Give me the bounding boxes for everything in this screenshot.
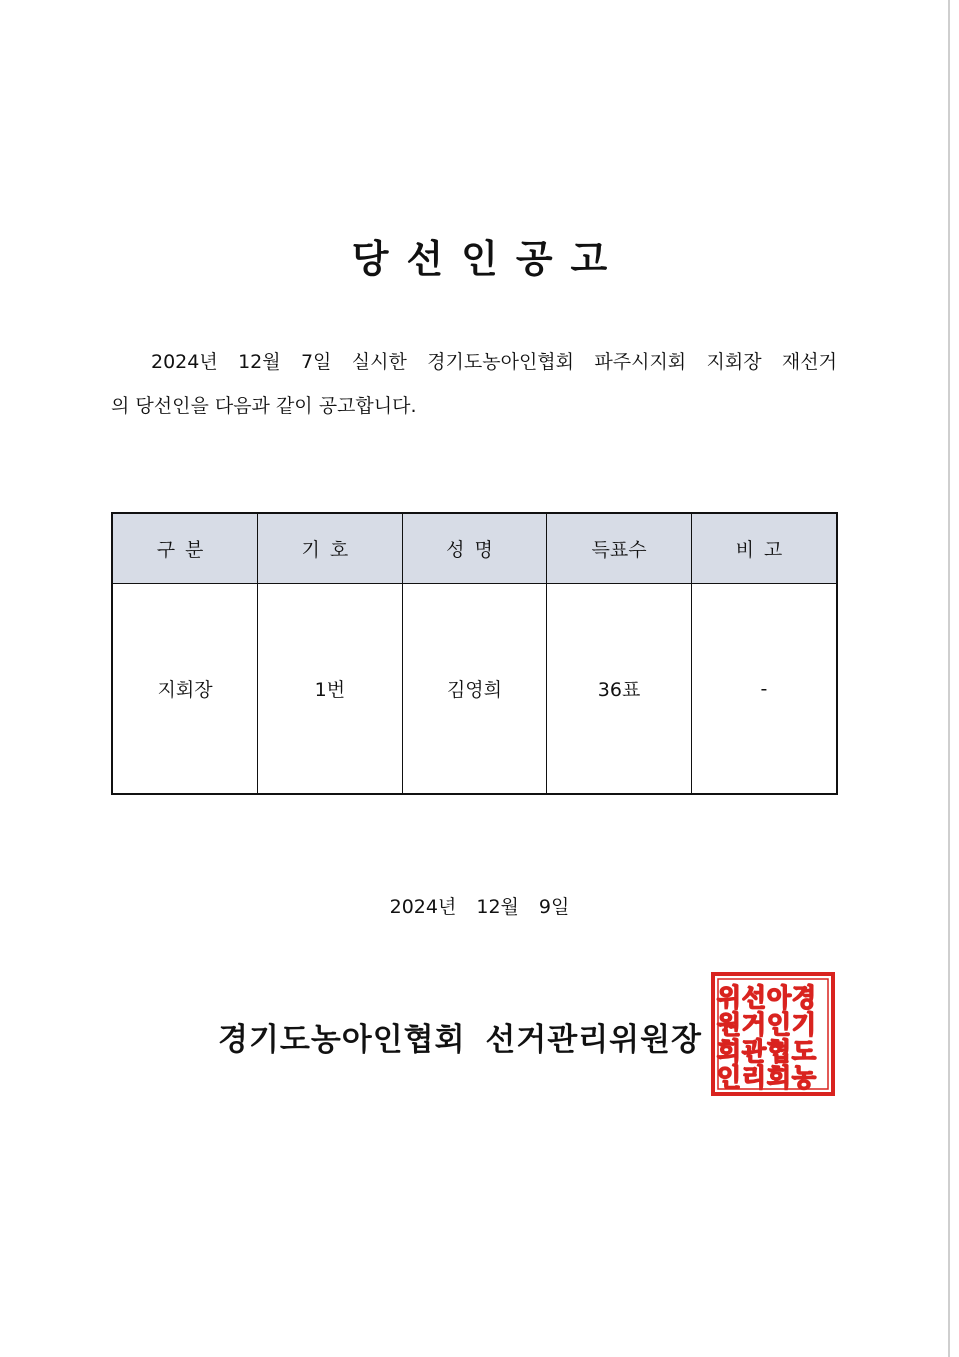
seal-character: 리: [741, 1063, 767, 1092]
cell-remarks: -: [691, 584, 837, 795]
seal-character: 선: [741, 983, 767, 1012]
official-seal-icon: [711, 972, 835, 1096]
notice-date: 2024년 12월 9일: [389, 896, 570, 918]
header-remarks: 비고: [691, 513, 837, 584]
seal-character: 기: [791, 1010, 817, 1039]
seal-character: 인: [766, 1010, 792, 1039]
seal-character: 도: [791, 1037, 817, 1066]
seal-character: 위: [716, 983, 742, 1012]
seal-character: 원: [716, 1010, 742, 1039]
table-header-row: [112, 513, 837, 584]
seal-character: 관: [741, 1037, 767, 1066]
notice-body-line-1: 2024년 12월 7일 실시한 경기도농아인협회 파주시지회 지회장 재선거: [151, 351, 837, 373]
page-edge-line: [948, 0, 950, 1357]
header-votes: 득표수: [547, 513, 692, 584]
election-result-table: [111, 512, 838, 795]
seal-character: 거: [741, 1010, 767, 1039]
notice-body-line-2: 의 당선인을 다음과 같이 공고합니다.: [111, 395, 417, 417]
seal-character: 경: [791, 983, 817, 1012]
cell-category: 지회장: [112, 584, 258, 795]
cell-name: 김영희: [402, 584, 547, 795]
header-category: 구분: [112, 513, 258, 584]
header-number: 기호: [258, 513, 403, 584]
seal-character: 농: [791, 1063, 817, 1092]
seal-character: 아: [766, 983, 792, 1012]
cell-number: 1번: [258, 584, 403, 795]
notice-body: [111, 340, 837, 428]
signature-line: 경기도농아인협회 선거관리위원장: [218, 1022, 702, 1058]
table-row: [112, 584, 837, 795]
cell-votes: 36표: [547, 584, 692, 795]
page-title: 당선인공고: [351, 237, 626, 281]
seal-character: 회: [716, 1037, 742, 1066]
seal-character: 인: [716, 1063, 742, 1092]
header-name: 성명: [402, 513, 547, 584]
seal-character: 회: [766, 1063, 792, 1092]
seal-character: 협: [766, 1037, 792, 1066]
